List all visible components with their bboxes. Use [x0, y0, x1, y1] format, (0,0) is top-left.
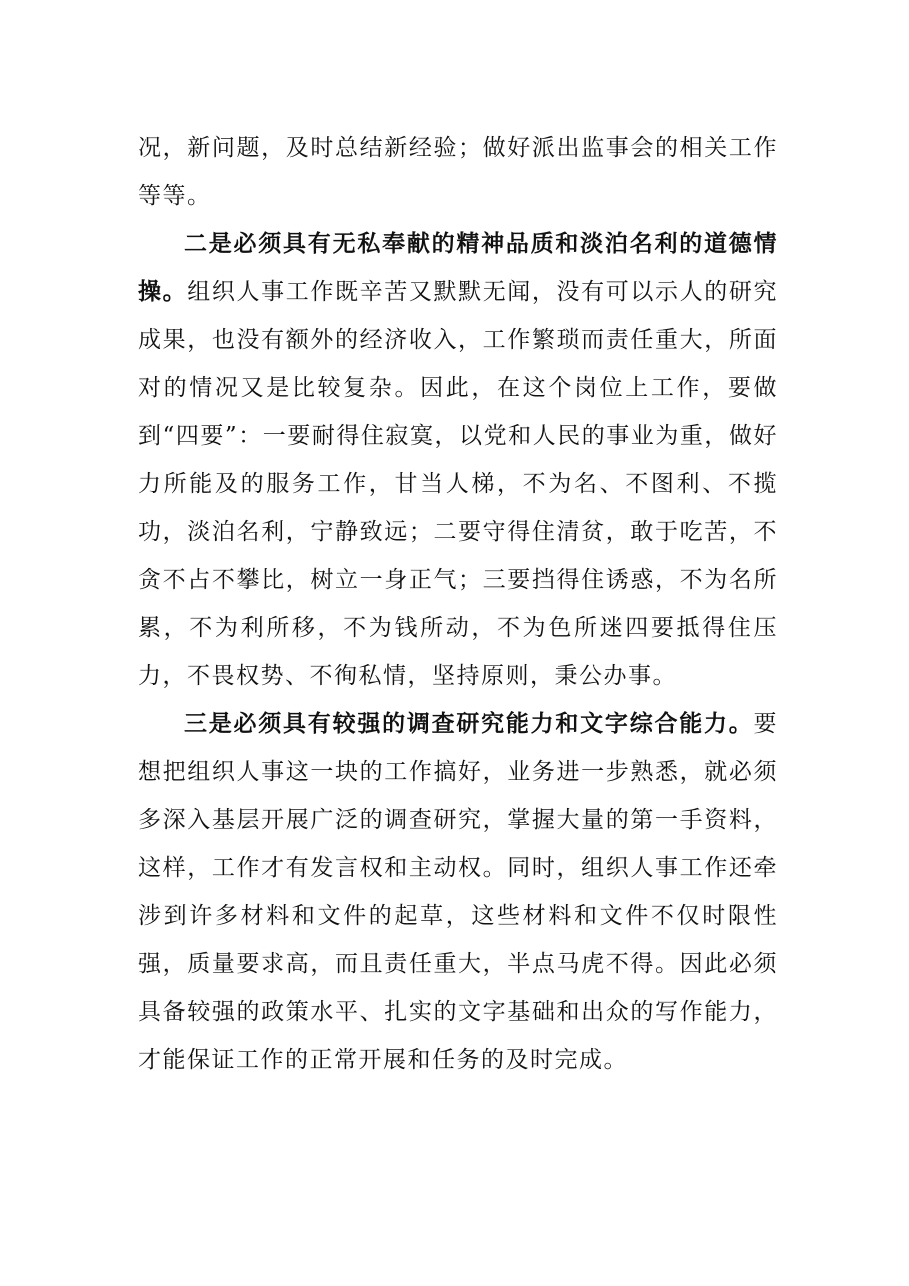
paragraph-text: 况，新问题，及时总结新经验；做好派出监事会的相关工作等等。: [138, 135, 778, 209]
paragraph-research-writing: [138, 700, 778, 1084]
paragraph-heading: 三是必须具有较强的调查研究能力和文字综合能力。: [184, 710, 754, 737]
paragraph-text: 组织人事工作既辛苦又默默无闻，没有可以示人的研究成果，也没有额外的经济收入，工作繁琐而责任重大，所面对的情况又是比较复杂。因此，在这个岗位上工作，要做到“四要”：一要耐得住寂寞，以党和人民的事业为重，做好力所能及的服务工作，甘当人梯，不为名、不图利、不揽功，淡泊名利，宁静致远；二要守得住清贫，敢于吃苦，不贪不占不攀比，树立一身正气；三要挡得住诱惑，不为名所累，不为利所移，不为钱所动，不为色所迷四要抵得住压力，不畏权势、不徇私情，坚持原则，秉公办事。: [138, 279, 779, 689]
document-body: [138, 124, 778, 1084]
paragraph-heading: 二是必须具有无私奉献的精神品质和淡泊名利的道德情操。: [138, 230, 778, 305]
paragraph-text: 要想把组织人事这一块的工作搞好，业务进一步熟悉，就必须多深入基层开展广泛的调查研究，掌握大量的第一手资料，这样，工作才有发言权和主动权。同时，组织人事工作还牵涉到许多材料和文件的起草，这些材料和文件不仅时限性强，质量要求高，而且责任重大，半点马虎不得。因此必须具备较强的政策水平、扎实的文字基础和出众的写作能力，才能保证工作的正常开展和任务的及时完成。: [138, 711, 778, 1073]
paragraph-continuation: [138, 124, 778, 220]
paragraph-selfless-dedication: [138, 220, 778, 700]
